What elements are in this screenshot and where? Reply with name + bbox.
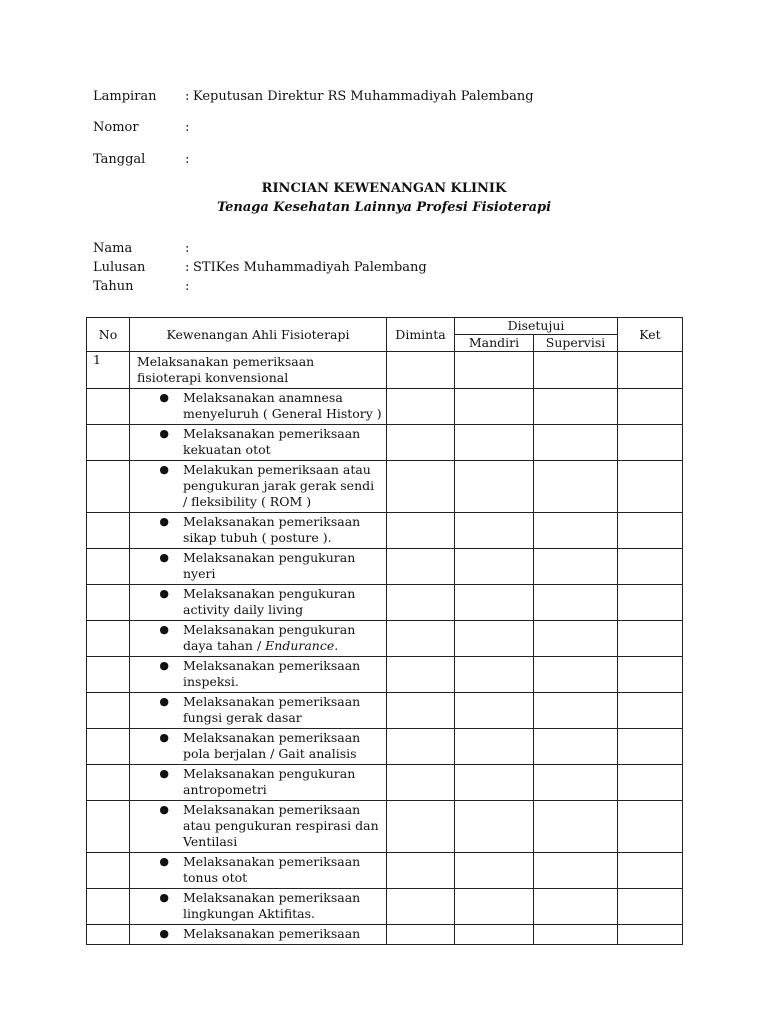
cell-kewenangan — [130, 765, 387, 801]
identity-row-tahun — [93, 278, 193, 296]
cell-kewenangan — [130, 549, 387, 585]
list-item — [130, 926, 382, 942]
section-title: Melaksanakan pemeriksaan fisioterapi konvensional — [130, 352, 387, 389]
table-row — [87, 389, 683, 425]
cell-mandiri[interactable] — [455, 657, 534, 693]
cell-mandiri[interactable] — [455, 693, 534, 729]
list-item — [130, 426, 382, 458]
list-item — [130, 766, 382, 798]
item-text — [183, 586, 382, 618]
bullet-icon: ● — [159, 515, 169, 528]
item-text — [183, 854, 382, 886]
cell-supervisi[interactable] — [534, 352, 618, 389]
cell-kewenangan — [130, 585, 387, 621]
cell-kewenangan — [130, 425, 387, 461]
cell-no — [87, 765, 130, 801]
item-text-main: Melaksanakan pengukuran activity daily living — [183, 586, 356, 617]
cell-ket[interactable] — [618, 621, 683, 657]
cell-diminta[interactable] — [387, 585, 455, 621]
item-text — [183, 390, 382, 422]
header-no: No — [87, 318, 130, 352]
cell-ket[interactable] — [618, 549, 683, 585]
header-kewenangan: Kewenangan Ahli Fisioterapi — [130, 318, 387, 352]
list-item — [130, 854, 382, 886]
cell-diminta[interactable] — [387, 461, 455, 513]
cell-ket[interactable] — [618, 765, 683, 801]
list-item — [130, 390, 382, 422]
cell-diminta[interactable] — [387, 765, 455, 801]
table-row — [87, 765, 683, 801]
table-row — [87, 513, 683, 549]
item-text-main: Melaksanakan pengukuran nyeri — [183, 550, 356, 581]
meta-colon: : — [185, 120, 190, 135]
item-text-emphasis: Endurance. — [265, 638, 339, 653]
cell-diminta[interactable] — [387, 549, 455, 585]
item-text-main: Melakukan pemeriksaan atau pengukuran jarak gerak sendi / fleksibility ( ROM ) — [183, 462, 375, 509]
cell-no — [87, 549, 130, 585]
cell-no — [87, 889, 130, 925]
cell-no — [87, 461, 130, 513]
cell-supervisi[interactable] — [534, 889, 618, 925]
item-text-main: Melaksanakan pemeriksaan lingkungan Aktifitas. — [183, 890, 361, 921]
table-row — [87, 425, 683, 461]
table-row — [87, 585, 683, 621]
header-disetujui: Disetujui — [455, 318, 618, 335]
item-text-main: Melaksanakan pemeriksaan inspeksi. — [183, 658, 361, 689]
cell-no — [87, 729, 130, 765]
item-text-main: Melaksanakan pemeriksaan kekuatan otot — [183, 426, 361, 457]
cell-mandiri[interactable] — [455, 925, 534, 945]
cell-no — [87, 513, 130, 549]
cell-diminta[interactable] — [387, 425, 455, 461]
item-text — [183, 926, 382, 942]
table-row — [87, 621, 683, 657]
cell-mandiri[interactable] — [455, 621, 534, 657]
item-text — [183, 766, 382, 798]
table-row — [87, 925, 683, 945]
cell-supervisi[interactable] — [534, 425, 618, 461]
meta-row-tanggal — [93, 151, 193, 169]
cell-ket[interactable] — [618, 425, 683, 461]
cell-no — [87, 853, 130, 889]
cell-supervisi[interactable] — [534, 693, 618, 729]
cell-ket[interactable] — [618, 657, 683, 693]
cell-diminta[interactable] — [387, 621, 455, 657]
meta-row-lampiran — [93, 88, 534, 106]
cell-kewenangan — [130, 693, 387, 729]
list-item — [130, 622, 382, 654]
cell-ket[interactable] — [618, 925, 683, 945]
meta-row-nomor — [93, 119, 193, 137]
cell-supervisi[interactable] — [534, 657, 618, 693]
cell-mandiri[interactable] — [455, 513, 534, 549]
table-row — [87, 549, 683, 585]
cell-kewenangan — [130, 513, 387, 549]
cell-mandiri[interactable] — [455, 853, 534, 889]
cell-ket[interactable] — [618, 889, 683, 925]
item-text — [183, 694, 382, 726]
header-ket: Ket — [618, 318, 683, 352]
cell-kewenangan — [130, 461, 387, 513]
item-text-main: Melaksanakan pemeriksaan — [183, 926, 361, 941]
cell-mandiri[interactable] — [455, 549, 534, 585]
table-row — [87, 853, 683, 889]
bullet-icon: ● — [159, 587, 169, 600]
item-text-main: Melaksanakan pemeriksaan atau pengukuran respirasi dan Ventilasi — [183, 802, 379, 849]
meta-label: Tanggal — [93, 152, 146, 167]
cell-mandiri[interactable] — [455, 889, 534, 925]
cell-mandiri[interactable] — [455, 461, 534, 513]
cell-supervisi[interactable] — [534, 729, 618, 765]
item-text-main: Melaksanakan pemeriksaan sikap tubuh ( posture ). — [183, 514, 361, 545]
header-mandiri: Mandiri — [455, 335, 534, 352]
cell-no — [87, 693, 130, 729]
table-row — [87, 693, 683, 729]
bullet-icon: ● — [159, 927, 169, 940]
item-text — [183, 658, 382, 690]
cell-diminta[interactable] — [387, 657, 455, 693]
bullet-icon: ● — [159, 731, 169, 744]
bullet-icon: ● — [159, 855, 169, 868]
cell-kewenangan — [130, 621, 387, 657]
item-text — [183, 890, 382, 922]
cell-supervisi[interactable] — [534, 801, 618, 853]
meta-colon: : — [185, 89, 190, 104]
cell-ket[interactable] — [618, 853, 683, 889]
bullet-icon: ● — [159, 659, 169, 672]
cell-supervisi[interactable] — [534, 461, 618, 513]
list-item — [130, 462, 382, 510]
table-row — [87, 461, 683, 513]
bullet-icon: ● — [159, 695, 169, 708]
cell-no — [87, 925, 130, 945]
item-text — [183, 622, 382, 654]
cell-diminta[interactable] — [387, 889, 455, 925]
cell-no — [87, 389, 130, 425]
cell-kewenangan — [130, 729, 387, 765]
list-item — [130, 514, 382, 546]
cell-supervisi[interactable] — [534, 765, 618, 801]
bullet-icon: ● — [159, 767, 169, 780]
cell-mandiri[interactable] — [455, 729, 534, 765]
bullet-icon: ● — [159, 463, 169, 476]
identity-value: STIKes Muhammadiyah Palembang — [193, 260, 427, 275]
table-row — [87, 657, 683, 693]
bullet-icon: ● — [159, 391, 169, 404]
meta-label: Nomor — [93, 120, 139, 135]
cell-diminta[interactable] — [387, 729, 455, 765]
cell-ket[interactable] — [618, 389, 683, 425]
item-text-main: Melaksanakan pemeriksaan pola berjalan / Gait analisis — [183, 730, 361, 761]
item-text — [183, 550, 382, 582]
cell-kewenangan — [130, 889, 387, 925]
bullet-icon: ● — [159, 891, 169, 904]
cell-diminta[interactable] — [387, 925, 455, 945]
header-supervisi: Supervisi — [534, 335, 618, 352]
cell-mandiri[interactable] — [455, 801, 534, 853]
cell-supervisi[interactable] — [534, 621, 618, 657]
identity-label: Tahun — [93, 279, 134, 294]
item-text-main: Melaksanakan pemeriksaan tonus otot — [183, 854, 361, 885]
cell-ket[interactable] — [618, 461, 683, 513]
bullet-icon: ● — [159, 551, 169, 564]
meta-label: Lampiran — [93, 89, 157, 104]
bullet-icon: ● — [159, 427, 169, 440]
identity-row-nama — [93, 240, 193, 258]
cell-ket[interactable] — [618, 801, 683, 853]
section-row — [87, 352, 683, 389]
cell-diminta[interactable] — [387, 513, 455, 549]
list-item — [130, 658, 382, 690]
cell-mandiri[interactable] — [455, 352, 534, 389]
list-item — [130, 694, 382, 726]
item-text — [183, 802, 382, 850]
bullet-icon: ● — [159, 623, 169, 636]
cell-mandiri[interactable] — [455, 585, 534, 621]
cell-supervisi[interactable] — [534, 513, 618, 549]
section-number: 1 — [87, 352, 130, 389]
cell-diminta[interactable] — [387, 853, 455, 889]
cell-diminta[interactable] — [387, 352, 455, 389]
item-text-main: Melaksanakan pengukuran antropometri — [183, 766, 356, 797]
list-item — [130, 802, 382, 850]
cell-diminta[interactable] — [387, 801, 455, 853]
cell-no — [87, 621, 130, 657]
cell-ket[interactable] — [618, 729, 683, 765]
item-text-main: Melaksanakan pemeriksaan fungsi gerak dasar — [183, 694, 361, 725]
cell-supervisi[interactable] — [534, 853, 618, 889]
list-item — [130, 890, 382, 922]
list-item — [130, 730, 382, 762]
item-text — [183, 462, 382, 510]
cell-mandiri[interactable] — [455, 765, 534, 801]
cell-no — [87, 425, 130, 461]
item-text — [183, 426, 382, 458]
list-item — [130, 586, 382, 618]
item-text-main: Melaksanakan pengukuran daya tahan / — [183, 622, 356, 653]
cell-no — [87, 585, 130, 621]
header-diminta: Diminta — [387, 318, 455, 352]
identity-label: Lulusan — [93, 260, 146, 275]
clinical-authority-table — [86, 317, 683, 945]
cell-kewenangan — [130, 389, 387, 425]
meta-colon: : — [185, 152, 190, 167]
cell-mandiri[interactable] — [455, 389, 534, 425]
cell-ket[interactable] — [618, 352, 683, 389]
table-row — [87, 889, 683, 925]
cell-supervisi[interactable] — [534, 549, 618, 585]
cell-diminta[interactable] — [387, 693, 455, 729]
cell-kewenangan — [130, 657, 387, 693]
cell-kewenangan — [130, 853, 387, 889]
cell-ket[interactable] — [618, 513, 683, 549]
item-text — [183, 514, 382, 546]
document-subtitle: Tenaga Kesehatan Lainnya Profesi Fisioterapi — [216, 200, 552, 215]
identity-row-lulusan — [93, 259, 427, 277]
item-text — [183, 730, 382, 762]
bullet-icon: ● — [159, 803, 169, 816]
list-item — [130, 550, 382, 582]
table-row — [87, 801, 683, 853]
cell-no — [87, 801, 130, 853]
cell-ket[interactable] — [618, 585, 683, 621]
meta-value: Keputusan Direktur RS Muhammadiyah Palembang — [193, 89, 534, 104]
identity-colon: : — [185, 260, 190, 275]
cell-supervisi[interactable] — [534, 585, 618, 621]
cell-supervisi[interactable] — [534, 389, 618, 425]
cell-supervisi[interactable] — [534, 925, 618, 945]
identity-label: Nama — [93, 241, 133, 256]
cell-mandiri[interactable] — [455, 425, 534, 461]
document-title: RINCIAN KEWENANGAN KLINIK — [261, 181, 507, 196]
cell-diminta[interactable] — [387, 389, 455, 425]
item-text-main: Melaksanakan anamnesa menyeluruh ( General History ) — [183, 390, 382, 421]
identity-colon: : — [185, 279, 190, 294]
identity-colon: : — [185, 241, 190, 256]
cell-kewenangan — [130, 801, 387, 853]
table-row — [87, 729, 683, 765]
cell-kewenangan — [130, 925, 387, 945]
cell-ket[interactable] — [618, 693, 683, 729]
cell-no — [87, 657, 130, 693]
